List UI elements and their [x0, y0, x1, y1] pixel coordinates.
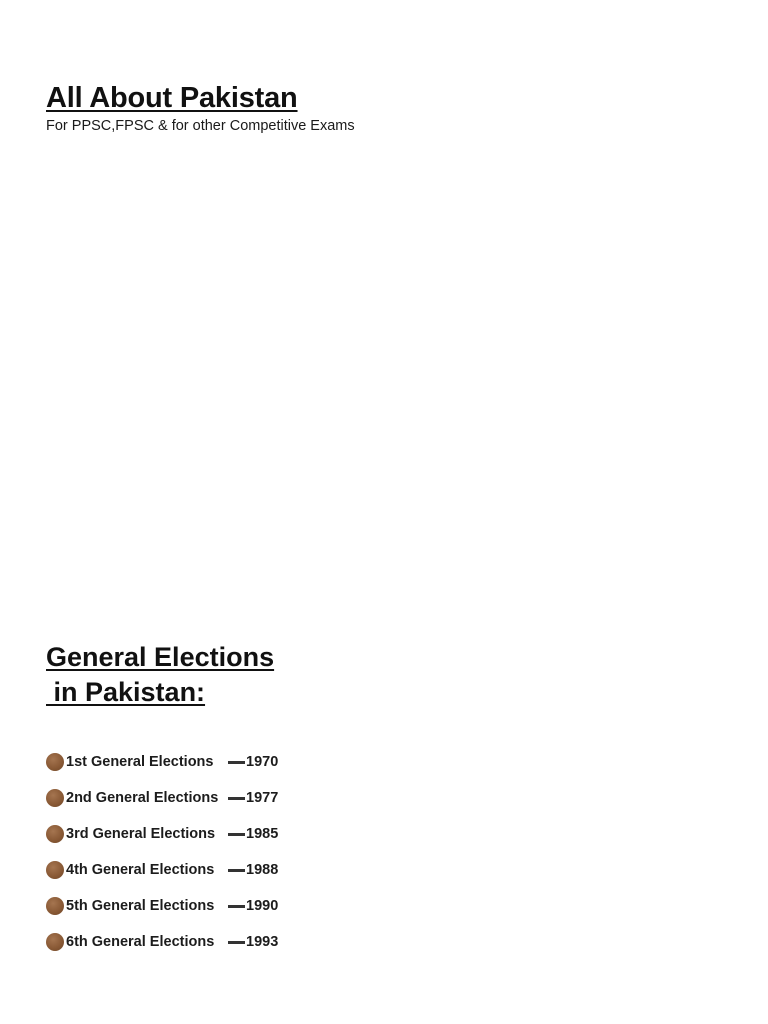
dash-icon: [228, 941, 245, 944]
dash-icon: [228, 761, 245, 764]
election-year: 1988: [246, 862, 279, 878]
dash-icon: [228, 905, 245, 908]
election-label: 2nd General Elections: [66, 790, 219, 806]
list-item: [46, 780, 278, 816]
bullet-icon: [46, 825, 64, 843]
list-item: [46, 852, 278, 888]
election-year: 1990: [246, 898, 279, 914]
page-subtitle: For PPSC,FPSC & for other Competitive Exams: [46, 118, 355, 134]
list-item: [46, 744, 278, 780]
page-title: All About Pakistan: [46, 82, 298, 114]
election-label: 6th General Elections: [66, 934, 215, 950]
page-header: [46, 80, 355, 135]
list-item: [46, 924, 278, 960]
election-label: 4th General Elections: [66, 862, 215, 878]
election-year: 1993: [246, 934, 279, 950]
elections-list: [46, 744, 278, 960]
list-item: [46, 816, 278, 852]
election-label: 3rd General Elections: [66, 826, 216, 842]
dash-icon: [228, 797, 245, 800]
bullet-icon: [46, 897, 64, 915]
election-label: 5th General Elections: [66, 898, 215, 914]
election-year: 1977: [246, 790, 279, 806]
section-title: [46, 640, 446, 710]
general-elections-section: [46, 640, 446, 950]
bullet-icon: [46, 789, 64, 807]
bullet-icon: [46, 861, 64, 879]
dash-icon: [228, 869, 245, 872]
bullet-icon: [46, 933, 64, 951]
bullet-icon: [46, 753, 64, 771]
election-year: 1985: [246, 826, 279, 842]
dash-icon: [228, 833, 245, 836]
section-title-line-2: in Pakistan:: [46, 677, 206, 707]
list-item: [46, 888, 278, 924]
election-label: 1st General Elections: [66, 754, 214, 770]
section-title-line-1: General Elections: [46, 642, 275, 672]
election-year: 1970: [246, 754, 279, 770]
